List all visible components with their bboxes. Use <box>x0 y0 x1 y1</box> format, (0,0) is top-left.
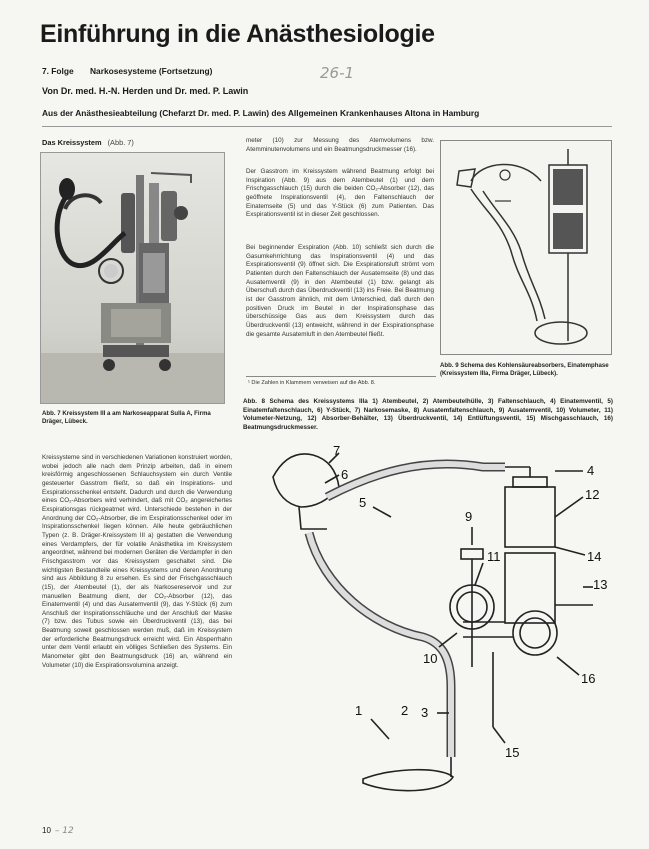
header-divider <box>42 126 612 127</box>
page-number-text: 10 <box>42 826 51 835</box>
anesthesia-machine-illustration <box>41 153 225 404</box>
fig8-label: 2 <box>401 703 409 718</box>
fig8-label: 14 <box>587 549 602 564</box>
series-subtitle: Narkosesysteme (Fortsetzung) <box>89 66 213 76</box>
fig8-label: 7 <box>333 443 341 458</box>
column-2-para-1: meter (10) zur Messung des Atemvolumens bzw. Atemminutenvolumens und ein Beatmungsdruckmesser (16). <box>246 137 434 153</box>
figure-9-schematic <box>440 140 612 355</box>
figure-8-schematic <box>243 437 613 817</box>
figure-7-caption: Abb. 7 Kreissystem III a am Narkoseapparat Sulla A, Firma Dräger, Lübeck. <box>42 410 211 425</box>
fig8-label: 16 <box>581 671 596 686</box>
section-heading <box>42 138 134 147</box>
column-2-para-2: Der Gasstrom im Kreissystem während Beatmung erfolgt bei Inspiration (Abb. 9) aus dem Atembeutel (1) und dem Frischgasschlauch (15) durch die beiden CO₂-Absorber (12), das geöffnete Inspirationsventil (4), den Faltenschlauch der Einatemseite (5) und das Y-Stück (6) zum Patienten. Das Exspirationsventil ist in dieser Zeit geschlossen. <box>246 168 434 219</box>
fig8-label: 10 <box>423 651 438 666</box>
page-pen-mark: – 12 <box>54 826 74 836</box>
series-number: 7. Folge <box>42 66 74 76</box>
column-1-text: Kreissysteme sind in verschiedenen Variationen konstruiert worden, wobei jedoch alle nach dem Prinzip arbeiten, daß in einem kreisförmig angeschlossenen Schlauchsystem ein durch Ventile gesteuerter Gasstrom fließt, so daß ein Inspirations- und Exspirationsschenkel entsteht. Dadurch und durch die Verwendung eines CO₂-Absorbers wird verhindert, daß mit CO₂ angereichertes Exspirationsgas rückgeatmet wird. Unterschiede bestehen in der Anordnung der CO₂-Absorber, die im Exspirationsschenkel oder im Inspirationsschenkel liegen können. Alle heute gebräuchlichen Typen (z. B. Dräger-Kreissystem III a) gestatten die Verwendung eines Verdampfers, der für volatile Anästhetika im Kreissystem angeordnet, während bei modernen Geräten die Verdampfer in den Frischgasstrom vor das Kreissystem geschaltet sind. Die wichtigsten Bestandteile eines Kreissystems und deren Anordnung sind aus Abbildung 8 zu ersehen. Es sind der Frischgasschlauch (15), der Atembeutel (1), der als Narkosereservoir und zur manuellen Beatmung dient, der CO₂-Absorber (12), das Einatemventil (4) und das Ausatemventil (9), das Y-Stück (6) zum Anschluß der Inspirationsschläuche und der Anschluß der Maske (7) bzw. des Tubus sowie ein Überdruckventil (13), das bei Beatmung soweit geschlossen werden muß, daß im Kreissystem der erforderliche Beatmungsdruck erreicht wird. Ein Absperrhahn unter dem Ventil erlaubt ein völliges Schließen des Systems. Ein Manometer gibt den Beatmungsdruck (16) an, während ein Volumeter (10) die Exspirationsvolumina anzeigt. <box>42 454 232 669</box>
authors-line: Von Dr. med. H.-N. Herden und Dr. med. P. Lawin <box>42 86 249 96</box>
series-line <box>42 66 212 76</box>
fig8-label: 6 <box>341 467 349 482</box>
handwritten-note: 26-1 <box>320 64 355 82</box>
footnote: ¹ Die Zahlen in Klammern verweisen auf die Abb. 8. <box>248 380 376 386</box>
fig8-label: 13 <box>593 577 608 592</box>
article-title: Einführung in die Anästhesiologie <box>40 20 435 48</box>
fig8-label: 12 <box>585 487 600 502</box>
section-heading-ref: (Abb. 7) <box>107 138 134 147</box>
figure-7-photo <box>40 152 225 404</box>
section-heading-text: Das Kreissystem <box>42 138 102 147</box>
affiliation-line: Aus der Anästhesieabteilung (Chefarzt Dr. med. P. Lawin) des Allgemeinen Krankenhauses Altona in Hamburg <box>42 108 480 118</box>
fig8-label: 9 <box>465 509 473 524</box>
figure-9-caption: Abb. 9 Schema des Kohlensäureabsorbers, Einatemphase (Kreissystem IIIa, Firma Dräger, Lübeck). <box>440 362 609 377</box>
circle-system-diagram <box>243 437 613 817</box>
fig8-label: 3 <box>421 705 429 720</box>
column-2-para-3: Bei beginnender Exspiration (Abb. 10) schließt sich durch die Gasumkehrrichtung das Inspirationsventil (4) und das Exspirationsventil (9) öffnet sich. Die Exspirationsluft strömt vom Patienten durch den Faltenschlauch der Ausatemseite (8) und das Ausatemventil (9) in den Atembeutel (1) bzw. gelangt als Überschuß durch das Überdruckventil (13) ins Freie. Bei Beatmung ist der Gasstrom ähnlich, mit dem Unterschied, daß durch den positiven Druck im Beutel in der Inspirationsphase das überschüssige Gas aus dem Kreissystem durch das Überdruckventil (13) entweicht, während in der Exspirationsphase die gesamte Ausatemluft in den Atembeutel fließt. <box>246 244 434 338</box>
page-number <box>42 826 74 836</box>
absorber-schematic-drawing <box>441 141 611 354</box>
figure-8-legend: Abb. 8 Schema des Kreissystems IIIa 1) Atembeutel, 2) Atembeutelhülle, 3) Faltenschlauch, 4) Einatemventil, 5) Einatemfaltenschlauch, 6) Y-Stück, 7) Narkosemaske, 8) Ausatemfaltenschlauch, 9) Ausatemventil, 10) Volumeter, 11) Volumeter-Netzung, 12) Absorber-Behälter, 13) Überdruckventil, 14) Entlüftungsventil, 15) Mischgasschlauch, 16) Beatmungsdruckmesser. <box>243 398 613 431</box>
fig8-label: 15 <box>505 745 520 760</box>
fig8-label: 4 <box>587 463 595 478</box>
fig8-label: 1 <box>355 703 363 718</box>
footnote-divider <box>246 376 436 377</box>
fig8-label: 11 <box>487 549 501 564</box>
fig8-label: 5 <box>359 495 367 510</box>
